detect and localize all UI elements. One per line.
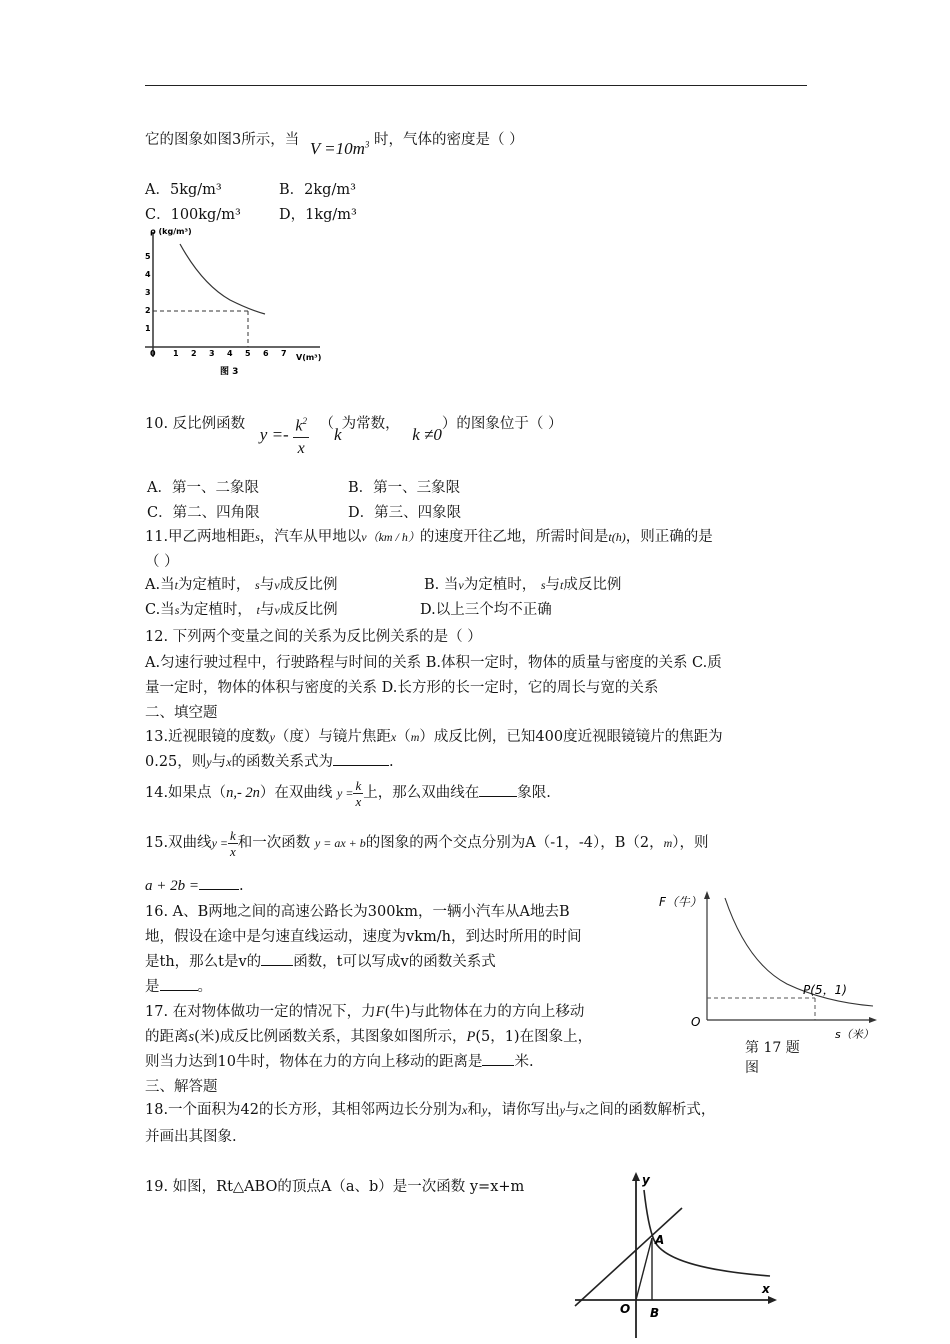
q17-force-distance-graph — [655, 888, 880, 1048]
arrowhead-icon — [704, 891, 710, 899]
q17-caption-2: 图 — [745, 1060, 759, 1076]
x-label: x — [762, 1282, 770, 1296]
y-tick: 3 — [145, 288, 151, 297]
linear-function-line — [575, 1208, 682, 1306]
fraction: $\frac{k}{x}$ — [230, 827, 236, 859]
q11-stem: 11.甲乙两地相距s，汽车从甲地以v（km / h）的速度开往乙地，所需时间是t(h)，则正确的是 — [145, 529, 713, 545]
q9-stem: 它的图象如图3所示，当 $V =10m^3$ 时，气体的密度是（ ） — [145, 132, 524, 158]
y-tick: 2 — [145, 306, 151, 315]
y-tick: 1 — [145, 324, 151, 333]
header-rule — [145, 85, 807, 86]
answer-blank[interactable] — [199, 875, 239, 890]
q17-line3: 则当力达到10牛时，物体在力的方向上移动的距离是 米. — [145, 1050, 534, 1071]
q17-line2: 的距离s(米)成反比例函数关系，其图象如图所示，P(5，1)在图象上， — [145, 1029, 593, 1045]
q13-line2: 0.25，则y与x的函数关系式为 . — [145, 750, 394, 771]
q16-line3: 是th，那么t是v的 函数，t可以写成v的函数关系式 — [145, 950, 496, 971]
x-tick: 5 — [245, 349, 251, 358]
fraction: $\frac{k}{x}$ — [355, 777, 362, 809]
x-tick: 7 — [281, 349, 287, 358]
q15-answer: a + 2b = . — [145, 875, 244, 895]
x-tick: 3 — [209, 349, 215, 358]
q9-option-d: D，1kg/m³ — [279, 207, 357, 223]
q12-line3: 量一定时，物体的体积与密度的关系 D.长方形的长一定时，它的周长与宽的关系 — [145, 680, 659, 696]
x-tick: 0 — [150, 349, 156, 358]
q11-paren: （ ） — [145, 554, 179, 570]
x-tick: 4 — [227, 349, 233, 358]
origin-label: O — [691, 1015, 701, 1029]
point-p-label: P(5，1) — [803, 983, 847, 997]
q9-option-b: B．2kg/m³ — [279, 182, 356, 198]
y-tick: 4 — [145, 270, 151, 279]
q11-option-d: D.以上三个均不正确 — [420, 602, 552, 618]
arrowhead-icon — [869, 1017, 877, 1023]
answer-blank[interactable] — [479, 782, 517, 797]
q9-condition: $V =10m^3$ — [309, 139, 370, 158]
q16-line4: 是 。 — [145, 975, 212, 996]
arrowhead-icon — [768, 1296, 777, 1304]
q9-density-graph — [140, 222, 330, 382]
q13-stem: 13.近视眼镜的度数y（度）与镜片焦距x（m）成反比例，已知400度近视眼镜镜片的焦距为 — [145, 729, 723, 745]
figure-caption: 图 3 — [220, 367, 239, 377]
answer-blank[interactable] — [333, 751, 389, 766]
q12-stem: 12. 下列两个变量之间的关系为反比例关系的是（ ） — [145, 629, 482, 645]
answer-blank[interactable] — [482, 1051, 514, 1066]
q11-option-b: B. 当v为定植时， s与t成反比例 — [424, 577, 622, 593]
q17-caption-1: 第 17 题 — [745, 1040, 800, 1056]
q12-line2: A.匀速行驶过程中，行驶路程与时间的关系 B.体积一定时，物体的质量与密度的关系 C.质 — [145, 655, 722, 671]
q16-line2: 地，假设在途中是匀速直线运动，速度为vkm/h，到达时所用的时间 — [145, 929, 582, 945]
x-axis-label: s（米） — [835, 1028, 874, 1041]
section-fill-in: 二、填空题 — [145, 705, 218, 721]
q11-option-a: A.当t为定植时， s与v成反比例 — [145, 577, 338, 593]
q16-line1: 16. A、B两地之间的高速公路长为300km，一辆小汽车从A地去B — [145, 904, 570, 920]
q10-option-d: D．第三、四象限 — [348, 505, 462, 521]
answer-blank[interactable] — [160, 976, 198, 991]
point-b-label: B — [650, 1306, 660, 1320]
x-axis-label: V(m³) — [296, 353, 322, 362]
q11-option-c: C.当s为定植时， t与v成反比例 — [145, 602, 338, 618]
y-tick: 5 — [145, 252, 151, 261]
q17-line1: 17. 在对物体做功一定的情况下，力F(牛)与此物体在力的方向上移动 — [145, 1004, 585, 1020]
x-tick: 6 — [263, 349, 269, 358]
q18-line1: 18.一个面积为42的长方形，其相邻两边长分别为x和y，请你写出y与x之间的函数解析式， — [145, 1102, 716, 1118]
y-axis-label: F（牛） — [659, 895, 702, 909]
section-solve: 三、解答题 — [145, 1079, 218, 1095]
answer-blank[interactable] — [261, 951, 293, 966]
fraction: $\frac{k^2}{x}$ — [293, 410, 309, 460]
q14-stem: 14.如果点（n,- 2n）在双曲线 y = $\frac{k}{x}$ 上，那么双曲线在 象限. — [145, 777, 551, 809]
q10-option-c: C．第二、四角限 — [147, 505, 260, 521]
q10-option-a: A．第一、二象限 — [147, 480, 259, 496]
q10-stem: 10. 反比例函数 y =- $\frac{k^2}{x}$ （k为常数， k ≠0）的图象位于（ ） — [145, 412, 562, 462]
x-tick: 2 — [191, 349, 197, 358]
x-tick: 1 — [173, 349, 179, 358]
origin-label: O — [620, 1302, 631, 1316]
hyperbola-curve — [725, 898, 873, 1006]
q9-option-a: A．5kg/m³ — [145, 182, 222, 198]
point-a-label: A — [655, 1233, 665, 1247]
hyperbola-curve — [180, 244, 265, 314]
q18-line2: 并画出其图象. — [145, 1129, 237, 1145]
q19-line1: 19. 如图，Rt△ABO的顶点A（a、b）是一次函数 y=x+m — [145, 1179, 525, 1195]
q15-stem: 15.双曲线y = $\frac{k}{x}$ 和一次函数 y = ax + b的图象的两个交点分别为A（-1，-4），B（2，m），则 — [145, 827, 709, 859]
q9-option-c: C．100kg/m³ — [145, 207, 241, 223]
q10-option-b: B．第一、三象限 — [348, 480, 461, 496]
q19-graph — [570, 1168, 785, 1338]
y-axis-label: ρ (kg/m³) — [150, 227, 192, 236]
arrowhead-icon — [632, 1172, 640, 1181]
y-label: y — [642, 1173, 650, 1187]
